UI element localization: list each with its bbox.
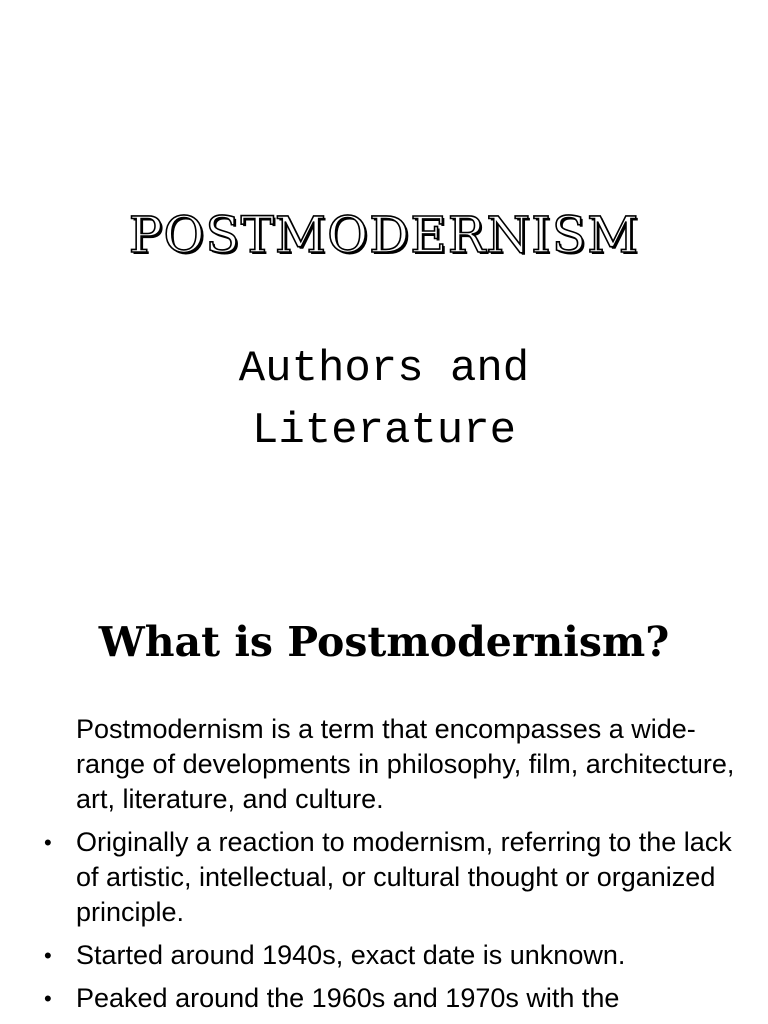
list-item [40,938,740,973]
bullet-icon: • [44,943,52,968]
bullet-icon: • [44,830,52,855]
slide-subtitle [0,338,768,462]
list-item [40,825,740,930]
slide-heading: What is Postmodernism? [98,618,670,666]
subtitle-line-2: Literature [251,406,517,456]
slide-title: POSTMODERNISM [128,206,640,264]
bullet-text: Peaked around the 1960s and 1970s with the [76,983,620,1013]
slide-body [40,712,740,1024]
list-item [40,981,740,1016]
intro-paragraph: Postmodernism is a term that encompasses a wide-range of developments in philosophy, film, architecture, art, literature, and culture. [76,714,735,814]
bullet-text: Started around 1940s, exact date is unknown. [76,940,626,970]
subtitle-line-1: Authors and [238,344,530,394]
bullet-icon: • [44,986,52,1011]
bullet-text: Originally a reaction to modernism, referring to the lack of artistic, intellectual, or cultural thought or organized principle. [76,827,732,927]
content-slide [0,576,768,1024]
